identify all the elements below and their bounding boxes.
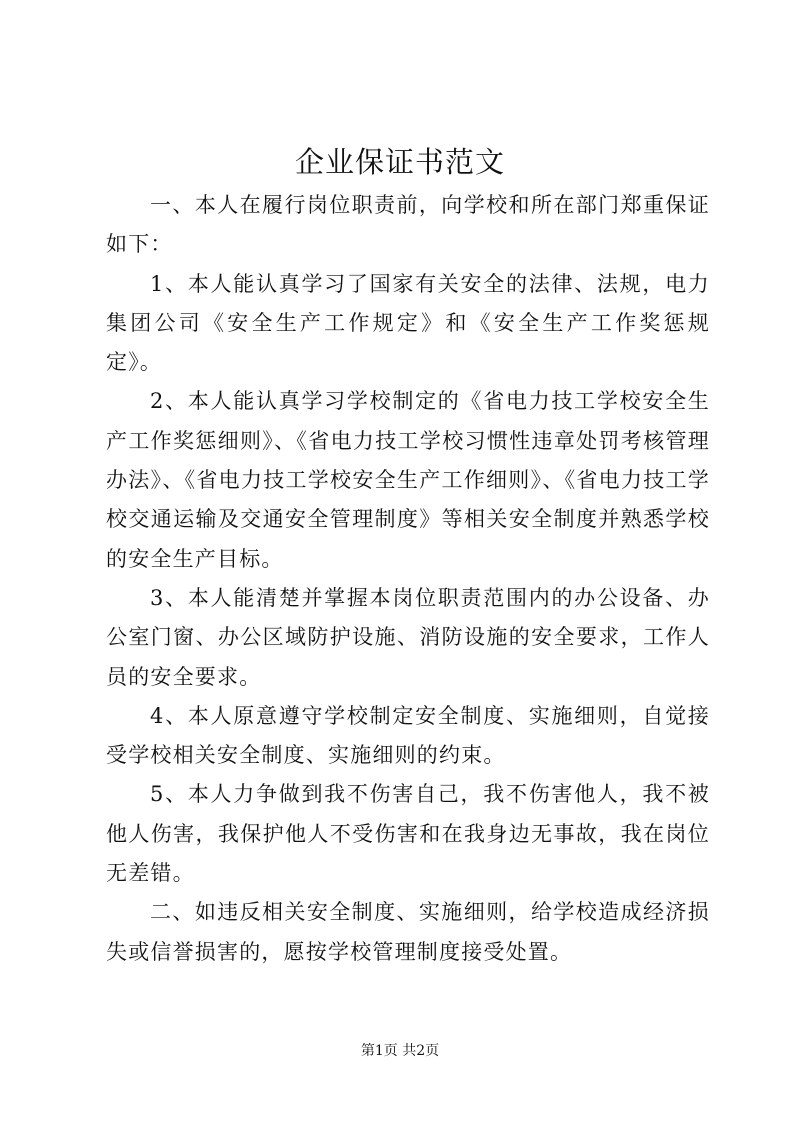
paragraph-intro: 一、本人在履行岗位职责前，向学校和所在部门郑重保证如下：: [106, 193, 710, 257]
paragraph-item-4: 4、本人原意遵守学校制定安全制度、实施细则，自觉接受学校相关安全制度、实施细则的约束。: [106, 703, 710, 768]
page-footer: [0, 1041, 800, 1061]
paragraph-item-5: 5、本人力争做到我不伤害自己，我不伤害他人，我不被他人伤害，我保护他人不受伤害和在我身边无事故，我在岗位无差错。: [106, 782, 710, 886]
document-title: 企业保证书范文: [294, 145, 505, 179]
paragraph-item-2: 2、本人能认真学习学校制定的《省电力技工学校安全生产工作奖惩细则》、《省电力技工学校习惯性违章处罚考核管理办法》、《省电力技工学校安全生产工作细则》、《省电力技工学校交通运输及交通安全管理制度》等相关安全制度并熟悉学校的安全生产目标。: [106, 389, 710, 571]
paragraph-item-3: 3、本人能清楚并掌握本岗位职责范围内的办公设备、办公室门窗、办公区域防护设施、消防设施的安全要求，工作人员的安全要求。: [106, 585, 710, 689]
page-number: 第1页 共2页: [360, 1043, 440, 1059]
paragraph-item-1: 1、本人能认真学习了国家有关安全的法律、法规，电力集团公司《安全生产工作规定》和《安全生产工作奖惩规定》。: [106, 271, 710, 375]
paragraph-violation: 二、如违反相关安全制度、实施细则，给学校造成经济损失或信誉损害的，愿按学校管理制度接受处置。: [106, 900, 710, 964]
document-body: [106, 186, 710, 972]
